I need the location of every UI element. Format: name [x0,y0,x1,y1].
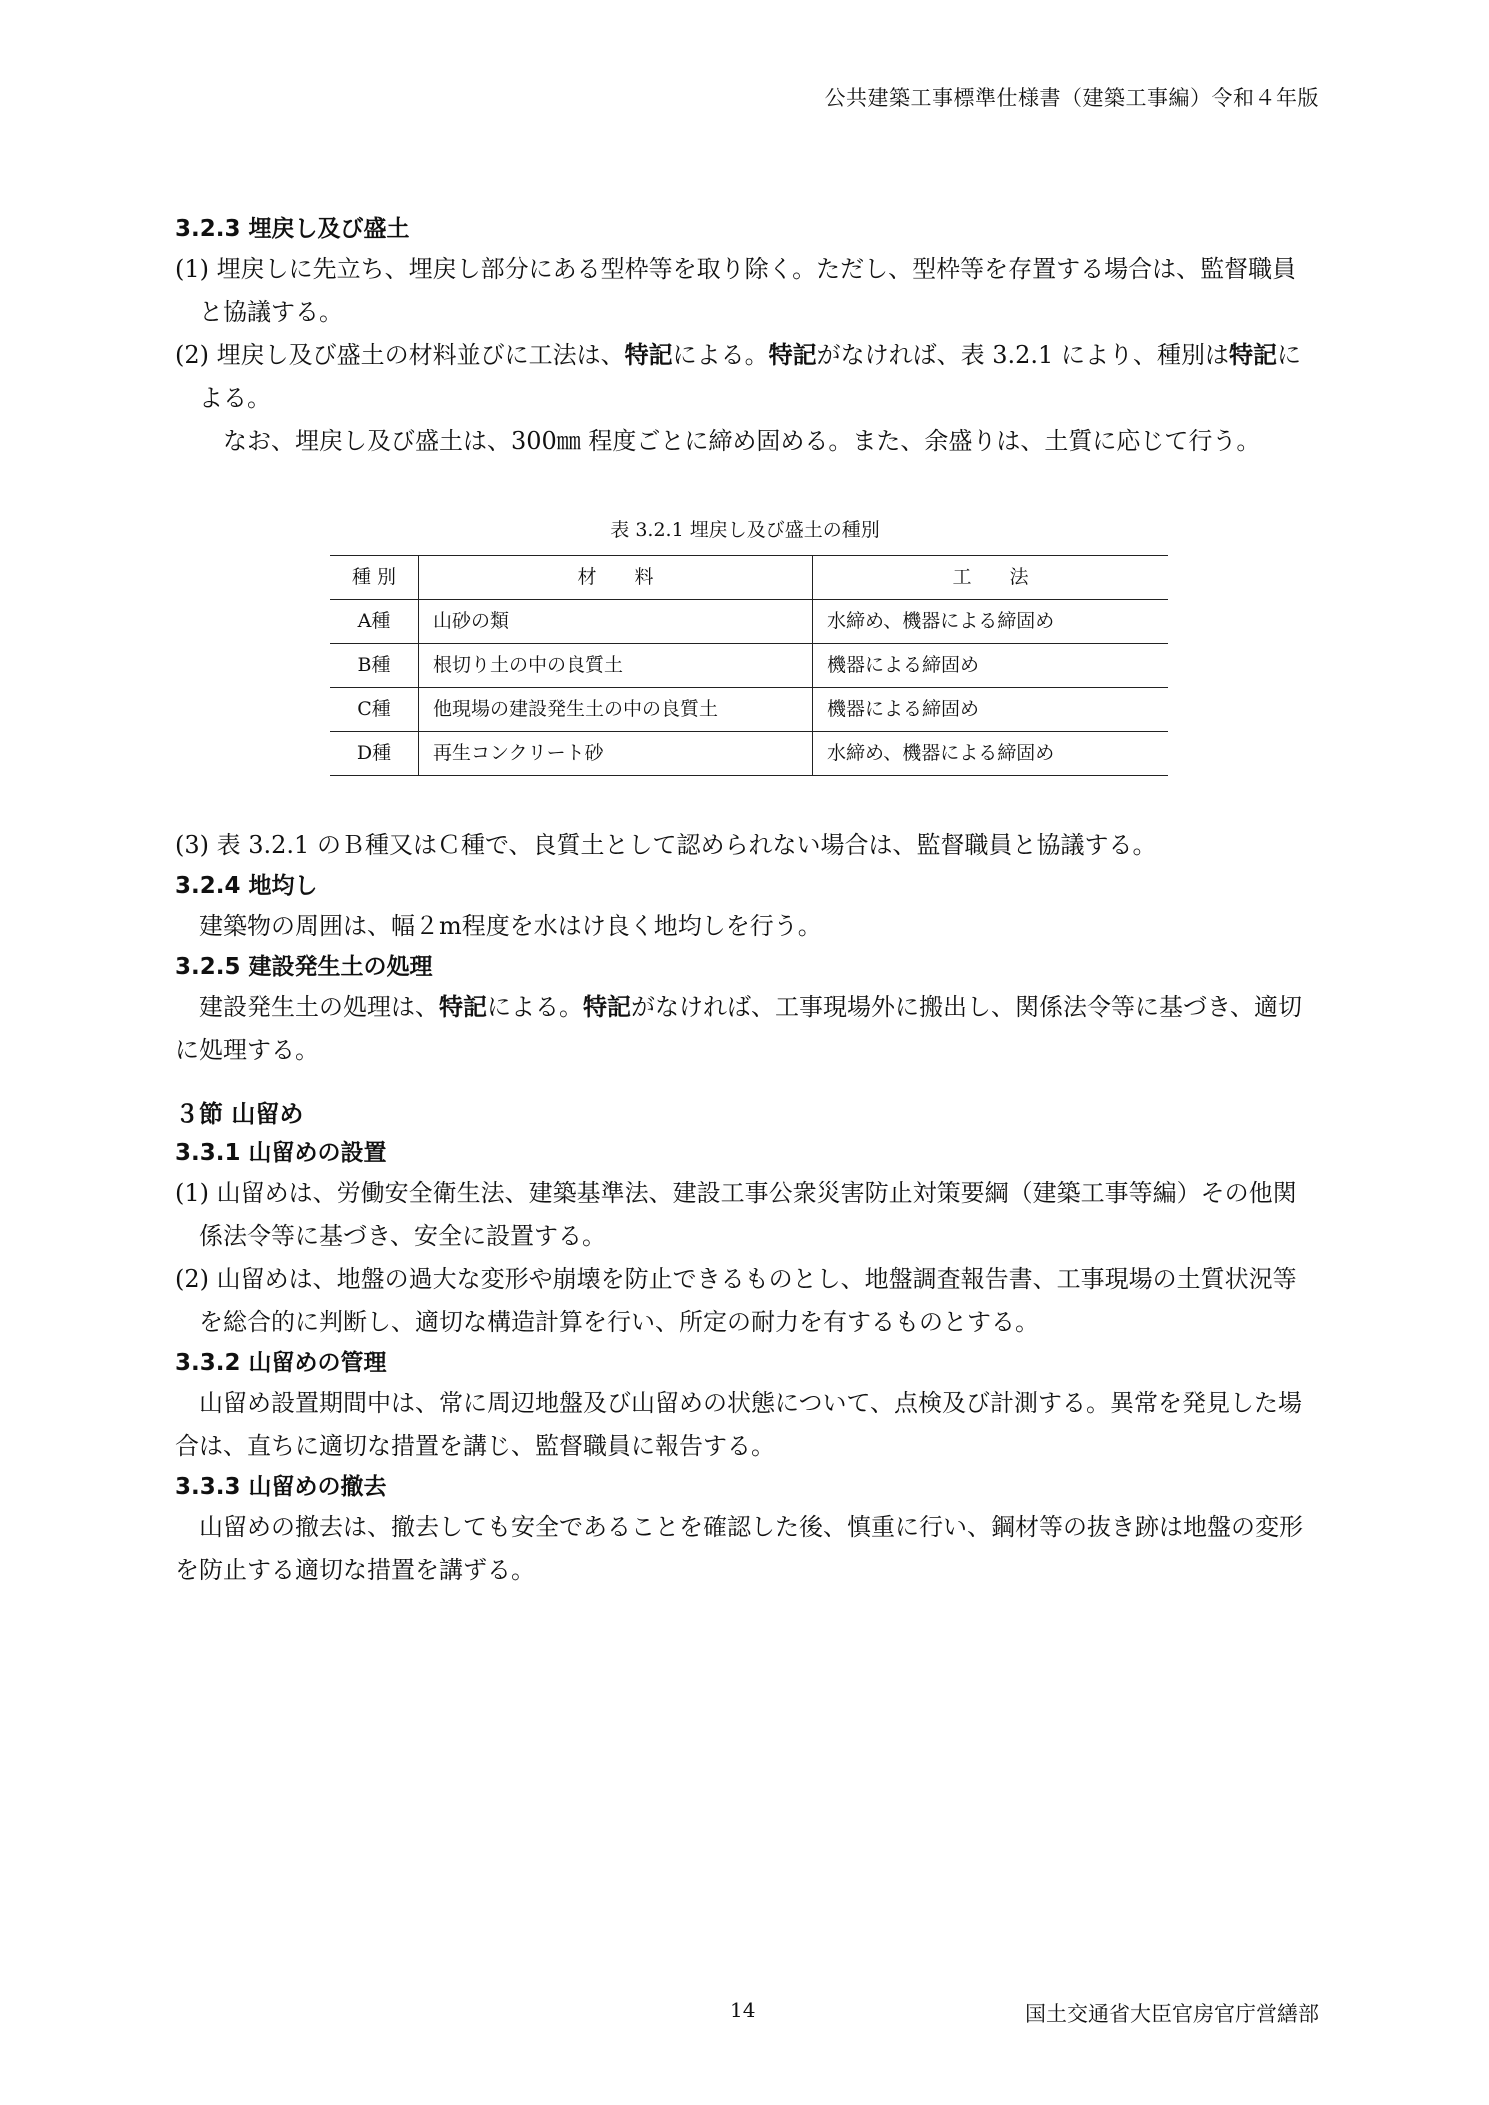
clause-item-3: (3) 表 3.2.1 のＢ種又はＣ種で、良質土として認められない場合は、監督職員と協議する。 [175,831,1157,859]
page-number: 14 [730,1998,756,2022]
clause-item-2: (2) 埋戻し及び盛土の材料並びに工法は、特記による。特記がなければ、表 3.2.1 により、種別は特記による。 [175,341,1301,412]
table-cell-type: A種 [330,600,419,644]
section-heading-3-3-2: 3.3.2 山留めの管理 [175,1350,387,1376]
table-cell-material: 再生コンクリート砂 [419,732,813,776]
section-body-3-2-5: 建設発生土の処理は、特記による。特記がなければ、工事現場外に搬出し、関係法令等に基づき、適切に処理する。 [175,993,1303,1064]
clause-item-1: (1) 埋戻しに先立ち、埋戻し部分にある型枠等を取り除く。ただし、型枠等を存置する場合は、監督職員と協議する。 [175,255,1297,326]
table-header-cell: 種 別 [330,556,419,600]
clause-item-2: (2) 山留めは、地盤の過大な変形や崩壊を防止できるものとし、地盤調査報告書、工事現場の土質状況等を総合的に判断し、適切な構造計算を行い、所定の耐力を有するものとする。 [175,1265,1297,1336]
chapter-section-heading: ３節 山留め [175,1100,304,1128]
table-header-cell: 工 法 [813,556,1169,600]
table-cell-material: 山砂の類 [419,600,813,644]
table-header-cell: 材 料 [419,556,813,600]
table-cell-method: 機器による締固め [813,644,1169,688]
table-cell-type: B種 [330,644,419,688]
section-body-3-2-4: 建築物の周囲は、幅２m程度を水はけ良く地均しを行う。 [199,912,822,940]
table-cell-method: 機器による締固め [813,688,1169,732]
main-content [175,210,1315,1592]
section-heading-3-2-4: 3.2.4 地均し [175,873,318,899]
section-body-3-3-3: 山留めの撤去は、撤去しても安全であることを確認した後、慎重に行い、鋼材等の抜き跡は地盤の変形を防止する適切な措置を講ずる。 [175,1513,1303,1584]
table-row [330,688,1168,732]
section-heading-3-3-3: 3.3.3 山留めの撤去 [175,1474,387,1500]
backfill-type-table [330,555,1168,776]
clause-item-2-note: なお、埋戻し及び盛土は、300㎜ 程度ごとに締め固める。また、余盛りは、土質に応じて行う。 [223,427,1261,455]
table-caption: 表 3.2.1 埋戻し及び盛土の種別 [610,519,880,541]
table-row [330,732,1168,776]
document-header: 公共建築工事標準仕様書（建築工事編）令和４年版 [824,86,1319,110]
clause-item-1: (1) 山留めは、労働安全衛生法、建築基準法、建設工事公衆災害防止対策要綱（建築工事等編）その他関係法令等に基づき、安全に設置する。 [175,1179,1297,1250]
table-cell-type: D種 [330,732,419,776]
footer-organization: 国土交通省大臣官房官庁営繕部 [1025,2002,1319,2026]
table-cell-method: 水締め、機器による締固め [813,600,1169,644]
section-body-3-3-2: 山留め設置期間中は、常に周辺地盤及び山留めの状態について、点検及び計測する。異常を発見した場合は、直ちに適切な措置を講じ、監督職員に報告する。 [175,1389,1303,1460]
table-cell-method: 水締め、機器による締固め [813,732,1169,776]
table-cell-material: 根切り土の中の良質土 [419,644,813,688]
section-heading-3-3-1: 3.3.1 山留めの設置 [175,1140,387,1166]
table-row [330,644,1168,688]
section-heading-3-2-3: 3.2.3 埋戻し及び盛土 [175,216,410,242]
table-cell-material: 他現場の建設発生土の中の良質土 [419,688,813,732]
table-header-row [330,556,1168,600]
table-row [330,600,1168,644]
section-heading-3-2-5: 3.2.5 建設発生土の処理 [175,954,433,980]
table-cell-type: C種 [330,688,419,732]
